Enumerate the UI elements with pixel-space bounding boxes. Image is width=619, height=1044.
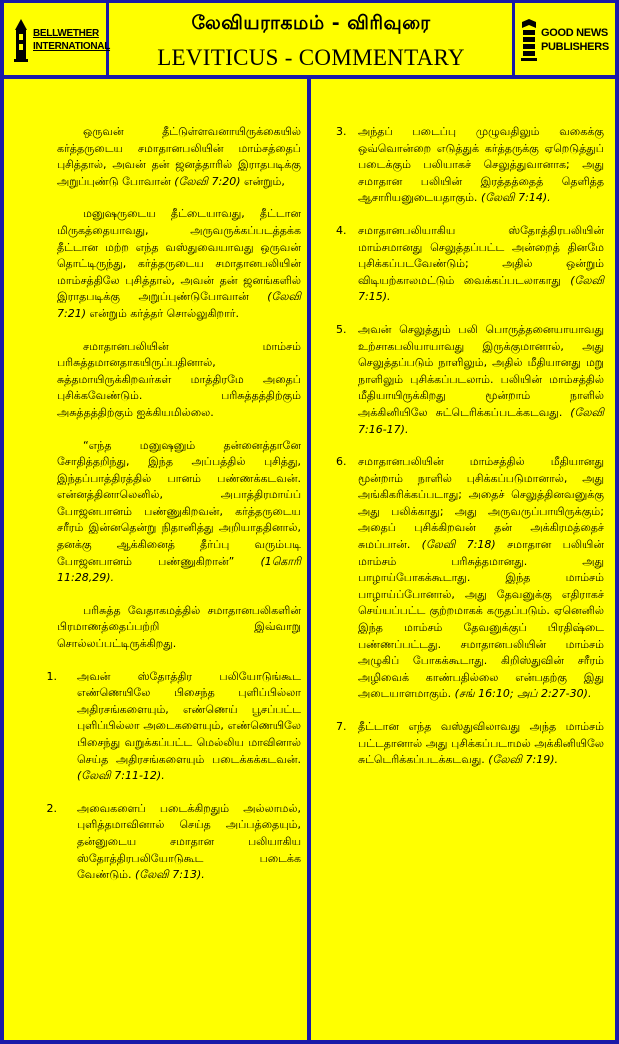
- paragraph: [57, 603, 301, 653]
- book-stack-icon: [520, 18, 538, 62]
- list-text: சமாதானபலியாகிய ஸ்தோத்திரபலியின் மாம்சமானது செலுத்தப்பட்ட அன்றைத் தினமே புசிக்கப்படவேண்டும்; அதில் ஒன்றும் விடியற்காலமட்டும் வைக்கப்படலாகாது: [358, 223, 604, 287]
- scripture-reference: (1கொரி 11:28,29).: [57, 554, 302, 585]
- left-logo-line1: BELLWETHER: [33, 28, 99, 39]
- list-text: தீட்டான எந்த வஸ்துவிலாவது அந்த மாம்சம் பட்டதானால் அது புசிக்கப்படாமல் அக்கினியிலே சுட்டெரிக்கப்படக்கடவது.: [358, 720, 604, 767]
- list-number: 2.: [46, 801, 57, 815]
- scripture-reference: (லேவி 7:14).: [480, 191, 551, 205]
- scripture-reference: (லேவி 7:20): [174, 174, 241, 188]
- scripture-reference: (லேவி 7:21): [57, 290, 301, 320]
- paragraph-tail: என்றும் கர்த்தர் சொல்லுகிறார்.: [86, 306, 240, 320]
- title-block: [110, 4, 512, 74]
- paragraph-text: மனுஷருடைய தீட்டையாவது, தீட்டான மிருகத்தையாவது, அருவருக்கப்படத்தக்க தீட்டான மற்ற எந்த வஸ்துவையாவது ஒருவன் தொட்டிருந்து, கர்த்தருடைய சமாதானபலியின் மாம்சத்திலே புசித்தால், அவன் தன் ஜனங்களில் இராதபடிக்கு அறுப்புண்டுபோவான்: [57, 207, 301, 304]
- scripture-reference: (லேவி 7:11-12).: [77, 769, 165, 783]
- paragraph-text: பரிசுத்த வேதாகமத்தில் சமாதானபலிகளின் பிரமாணத்தைப்பற்றி இவ்வாறு சொல்லப்பட்டிருக்கிறது.: [57, 603, 301, 651]
- scripture-reference: (லேவி 7:13).: [135, 868, 205, 882]
- paragraph: [57, 339, 301, 422]
- paragraph: [57, 206, 301, 322]
- paragraph: [57, 124, 301, 190]
- right-logo-line2: PUBLISHERS: [541, 41, 609, 53]
- left-logo-line2: INTERNATIONAL: [33, 41, 111, 52]
- list-item: [336, 124, 604, 207]
- list-item: [336, 454, 604, 703]
- paragraph-text: சமாதானபலியின் மாம்சம் பரிசுத்தமானதாகயிருப்பதினால், சுத்தமாயிருக்கிறவர்கள் மாத்திரமே அதைப் புசிக்கவேண்டும். பரிசுத்தத்திற்கும் அசுத்தத்திற்கும் ஐக்கியமில்லை.: [57, 339, 301, 419]
- list-item: [336, 719, 604, 769]
- list-text: அவன் செலுத்தும் பலி பொருத்தனையாயாவது உற்சாகபலியாயாவது இருக்குமானால், அது செலுத்தப்படும் நாளிலும், அதில் மீதியானது மறு நாளிலும் புசிக்கப்படலாம். பலியின் மாம்சத்தில் மீதியாயிருக்கிறது மூன்றாம் நாளில் அக்கினியிலே சுட்டெரிக்கப்படக்கடவது.: [358, 322, 604, 419]
- page-title-tamil: லேவியராகமம் - விரிவுரை: [191, 12, 431, 34]
- paragraph: [57, 438, 301, 587]
- scripture-reference: (லேவி 7:16-17).: [358, 405, 604, 436]
- list-number: 3.: [336, 125, 347, 138]
- list-number: 4.: [336, 223, 347, 237]
- right-column: [336, 124, 604, 785]
- page-title-english: LEVITICUS - COMMENTARY: [157, 45, 465, 70]
- header-right-divider: [512, 0, 515, 78]
- paragraph-tail: என்றும்,: [240, 174, 285, 188]
- good-news-logo: [520, 8, 612, 72]
- frame-left: [0, 0, 4, 1044]
- column-divider: [307, 78, 311, 1042]
- paragraph-text: “எந்த மனுஷனும் தன்னைத்தானே சோதித்தறிந்து, இந்த அப்பத்தில் புசித்து, இந்தப்பாத்திரத்தில் பானம் பண்ணக்கடவன். என்னத்தினாலெனில், அபாத்திரமாய்ப் போஜனபானம் பண்ணுகிறவன், கர்த்தருடைய சரீரம் இன்னதென்று நிதானித்து அறியாததினால், தனக்கு ஆக்கினைத் தீர்ப்பு வரும்படி போஜனபானம் பண்ணுகிறான்”: [57, 438, 301, 568]
- bell-tower-icon: [12, 18, 30, 62]
- frame-top: [0, 0, 619, 3]
- list-number: 1.: [46, 669, 57, 683]
- list-item: [336, 223, 604, 306]
- list-item: [336, 322, 604, 438]
- bellwether-logo: [12, 8, 111, 72]
- list-text: அவைகளைப் படைக்கிறதும் அல்லாமல், புளித்தமாவினால் செய்த அப்பத்தையும், தன்னுடைய சமாதான பலியாகிய ஸ்தோத்திரபலியோடுகூட படைக்க வேண்டும்.: [77, 801, 301, 882]
- scripture-reference: (லேவி 7:19).: [488, 753, 558, 767]
- list-item: [46, 669, 301, 785]
- list-item: [46, 801, 301, 884]
- list-number: 7.: [336, 720, 347, 733]
- scripture-reference: (லேவி 7:15).: [358, 273, 604, 304]
- list-number: 5.: [336, 322, 347, 336]
- frame-right: [615, 0, 619, 1044]
- left-column: [46, 124, 302, 900]
- list-text: அவன் ஸ்தோத்திர பலியோடுங்கூட எண்ணெயிலே பிசைந்த புளிப்பில்லா அதிரசங்களையும், எண்ணெய் பூசப்பட்ட புளிப்பில்லா அடைகளையும், எண்ணெயிலே பிசைந்து வறுக்கப்பட்ட மெல்லிய மாவினால் செய்த அதிரசங்களையும் படைக்கக்கடவன்.: [77, 669, 301, 766]
- scripture-reference: (லேவி 7:18): [421, 538, 496, 552]
- scripture-reference: (சங் 16:10; அப் 2:27-30).: [454, 687, 592, 701]
- list-text: சமாதானபலியின் மாம்சத்தில் மீதியானது மூன்றாம் நாளில் புசிக்கப்படுமானால், அது அங்கிகரிக்கப்படாது; அதைச் செலுத்தினவனுக்கு அது பலிக்காது; அது அருவருப்பாயிருக்கும்; அதைப் புசிக்கிறவன் தன் அக்கிரமத்தைச் சுமப்பான்.: [358, 455, 604, 552]
- list-text-continued: சமாதான பலியின் மாம்சம் பரிசுத்தமானது. அது பாழாய்போகக்கூடாது. இந்த மாம்சம் பாழாய்ப்போனால், அது தேவனுக்கு எதிராகச் செய்யப்பட்ட குற்றமாகக் கருதப்படும். ஏனெனில் இந்த மாம்சம் தேவனுக்குப் பிரதிஷ்டை பண்ணப்பட்டது. சமாதானபலியின் மாம்சம் அழுகிப் போகக்கூடாது. கிறிஸ்துவின் சரீரம் அழிவைக் காண்பதில்லை என்பதற்கு இது அடையாளமாகும்.: [358, 538, 605, 701]
- right-logo-line1: GOOD NEWS: [541, 27, 608, 39]
- list-number: 6.: [336, 455, 347, 469]
- paragraph-text: ஒருவன் தீட்டுள்ளவனாயிருக்கையில் கர்த்தருடைய சமாதானபலியின் மாம்சத்தைப் புசித்தால், அவன் தன் ஜனத்தாரில் இராதபடிக்கு அறுப்புண்டு போவான்: [57, 125, 301, 188]
- list-text: அந்தப் படைப்பு முழுவதிலும் வகைக்கு ஒவ்வொன்றை எடுத்துக் கர்த்தருக்கு ஏறெடுத்துப் படைக்கும் பலியாகச் செலுத்துவானாக; அது சமாதான பலியின் இரத்தத்தைத் தெளித்த ஆசாரியனுடையதாகும்.: [358, 125, 604, 205]
